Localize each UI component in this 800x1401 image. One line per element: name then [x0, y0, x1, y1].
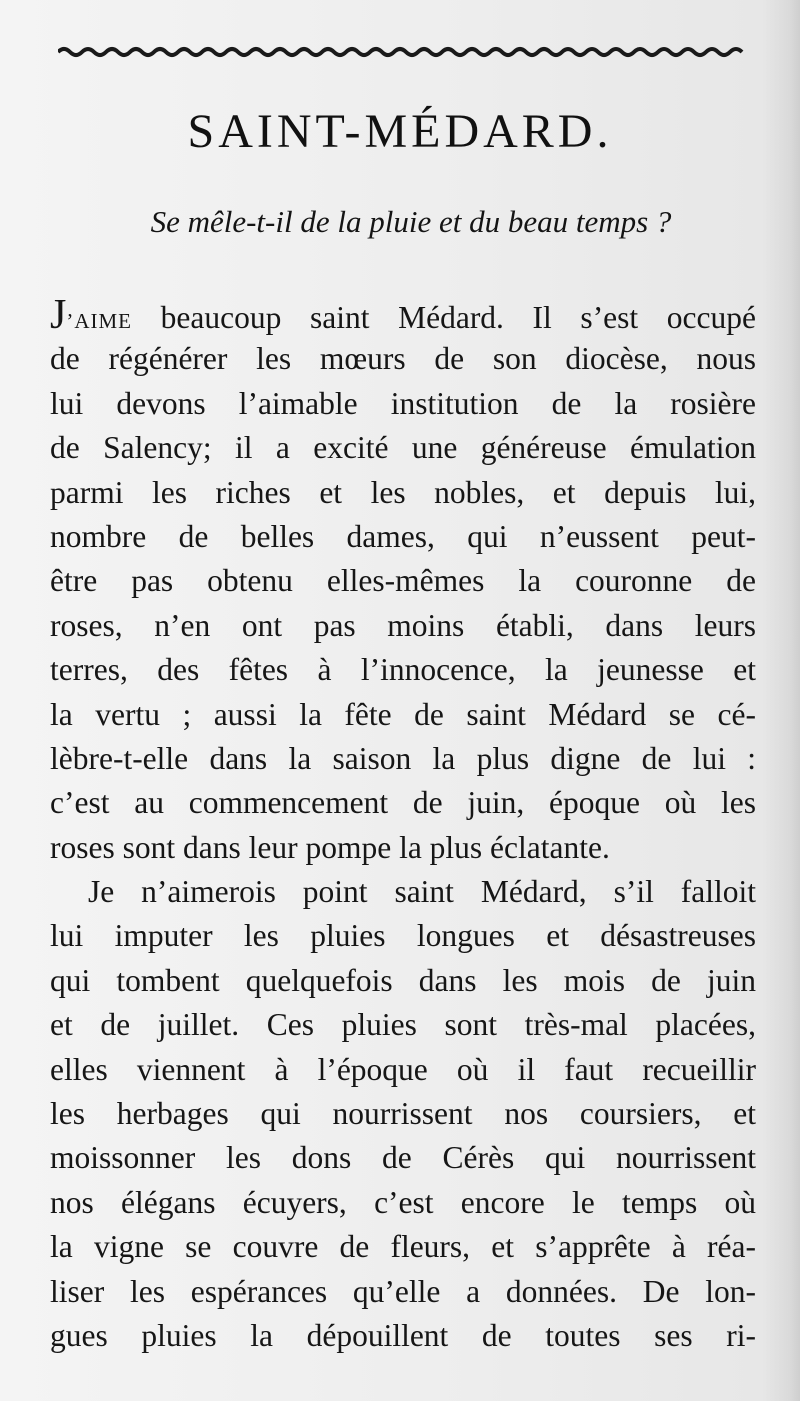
text-line: elles viennent à l’époque où il faut recueillir: [50, 1051, 756, 1087]
text-line: nombre de belles dames, qui n’eussent peut-: [50, 518, 756, 554]
first-line-rest: beaucoup saint Médard. Il s’est occupé: [132, 300, 756, 335]
text-line-1: [50, 293, 756, 337]
text-line: terres, des fêtes à l’innocence, la jeunesse et: [50, 652, 756, 688]
text-line: moissonner les dons de Cérès qui nourrissent: [50, 1140, 756, 1176]
chapter-title: SAINT-MÉDARD.: [187, 105, 613, 158]
text-line: qui tombent quelquefois dans les mois de juin: [50, 962, 756, 998]
text-line: parmi les riches et les nobles, et depuis lui,: [50, 474, 756, 510]
text-line: de Salency; il a excité une généreuse émulation: [50, 430, 756, 466]
opening-smallcaps: ’AIME: [66, 309, 133, 333]
text-line: nos élégans écuyers, c’est encore le temps où: [50, 1184, 756, 1220]
text-line: roses, n’en ont pas moins établi, dans leurs: [50, 607, 756, 643]
ornament-rule: [58, 44, 746, 60]
text-line: les herbages qui nourrissent nos coursiers, et: [50, 1096, 756, 1132]
text-line: la vigne se couvre de fleurs, et s’apprête à réa-: [50, 1229, 756, 1265]
text-line: c’est au commencement de juin, époque où les: [50, 785, 756, 821]
text-line: et de juillet. Ces pluies sont très-mal placées,: [50, 1007, 756, 1043]
text-line: de régénérer les mœurs de son diocèse, nous: [50, 341, 756, 377]
text-line: liser les espérances qu’elle a données. De lon-: [50, 1273, 756, 1309]
text-line: la vertu ; aussi la fête de saint Médard se cé-: [50, 696, 756, 732]
paragraph-end-line: roses sont dans leur pompe la plus éclatante.: [50, 829, 610, 865]
text-line: être pas obtenu elles-mêmes la couronne de: [50, 563, 756, 599]
text-line: lèbre-t-elle dans la saison la plus digne de lui :: [50, 740, 756, 776]
text-line: gues pluies la dépouillent de toutes ses ri-: [50, 1317, 756, 1353]
chapter-subtitle: Se mêle-t-il de la pluie et du beau temps ?: [150, 204, 672, 239]
body-text: [50, 293, 756, 1358]
paragraph-start-line: Je n’aimerois point saint Médard, s’il falloit: [88, 874, 756, 910]
opening-initial: J: [50, 292, 67, 338]
text-line: lui devons l’aimable institution de la rosière: [50, 385, 756, 421]
text-line: lui imputer les pluies longues et désastreuses: [50, 918, 756, 954]
